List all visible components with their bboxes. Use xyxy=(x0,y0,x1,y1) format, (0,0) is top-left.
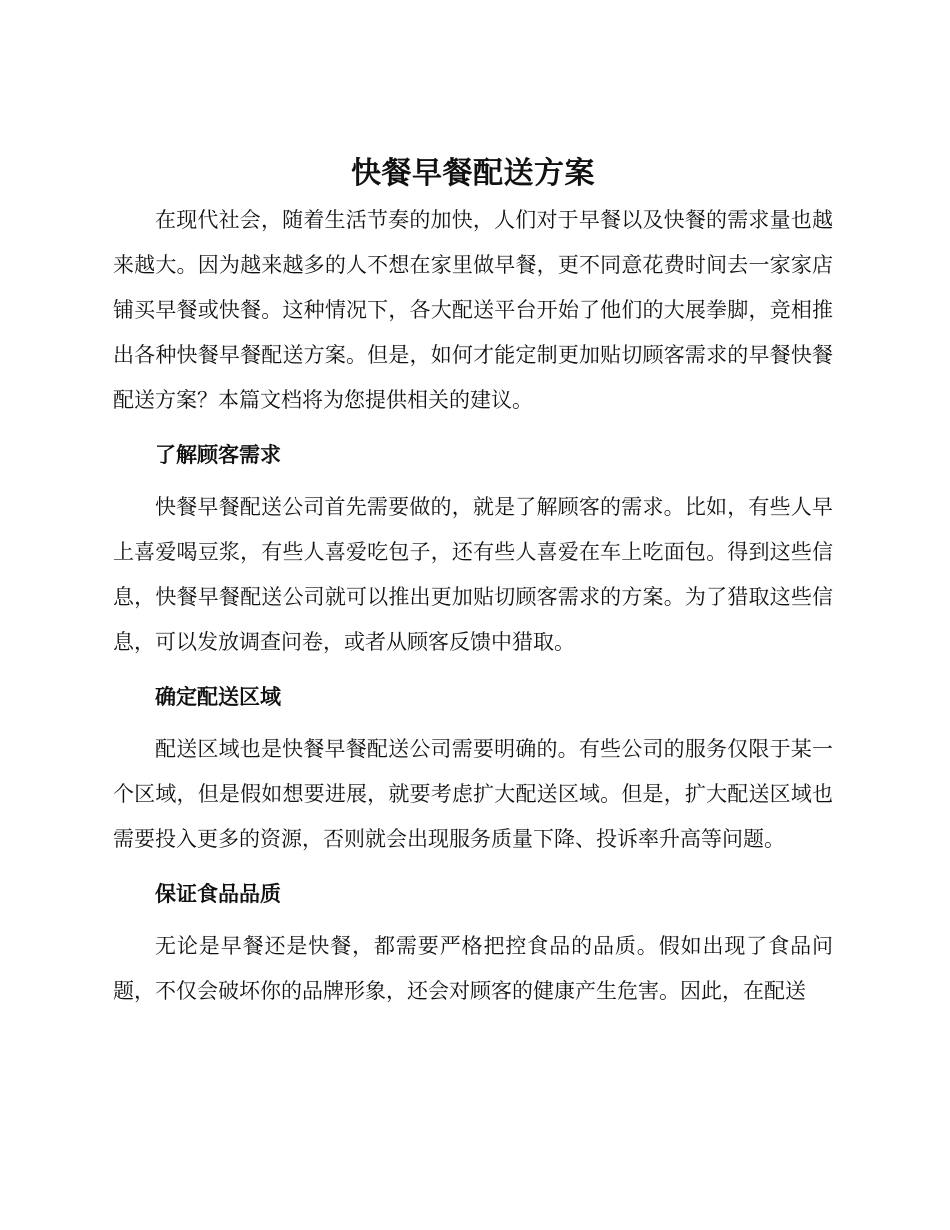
section-heading-food-quality: 保证食品品质 xyxy=(155,882,281,906)
section-body-food-quality: 无论是早餐还是快餐，都需要严格把控食品的品质。假如出现了食品问题，不仅会破坏你的品牌形象，还会对顾客的健康产生危害。因此，在配送 xyxy=(113,934,833,1003)
section-heading-customer-needs: 了解顾客需求 xyxy=(155,443,281,467)
document-title: 快餐早餐配送方案 xyxy=(351,156,595,191)
intro-paragraph: 在现代社会，随着生活节奏的加快，人们对于早餐以及快餐的需求量也越来越大。因为越来越多的人不想在家里做早餐，更不同意花费时间去一家家店铺买早餐或快餐。这种情况下，各大配送平台开始了他们的大展拳脚，竞相推出各种快餐早餐配送方案。但是，如何才能定制更加贴切顾客需求的早餐快餐配送方案？本篇文档将为您提供相关的建议。 xyxy=(113,208,833,412)
document-page xyxy=(113,150,833,1014)
section-body-delivery-area: 配送区域也是快餐早餐配送公司需要明确的。有些公司的服务仅限于某一个区域，但是假如想要进展，就要考虑扩大配送区域。但是，扩大配送区域也需要投入更多的资源，否则就会出现服务质量下降、投诉率升高等问题。 xyxy=(113,737,833,851)
section-heading-delivery-area: 确定配送区域 xyxy=(155,685,281,709)
section-body-customer-needs: 快餐早餐配送公司首先需要做的，就是了解顾客的需求。比如，有些人早上喜爱喝豆浆，有些人喜爱吃包子，还有些人喜爱在车上吃面包。得到这些信息，快餐早餐配送公司就可以推出更加贴切顾客需求的方案。为了猎取这些信息，可以发放调查问卷，或者从顾客反馈中猎取。 xyxy=(113,495,833,654)
